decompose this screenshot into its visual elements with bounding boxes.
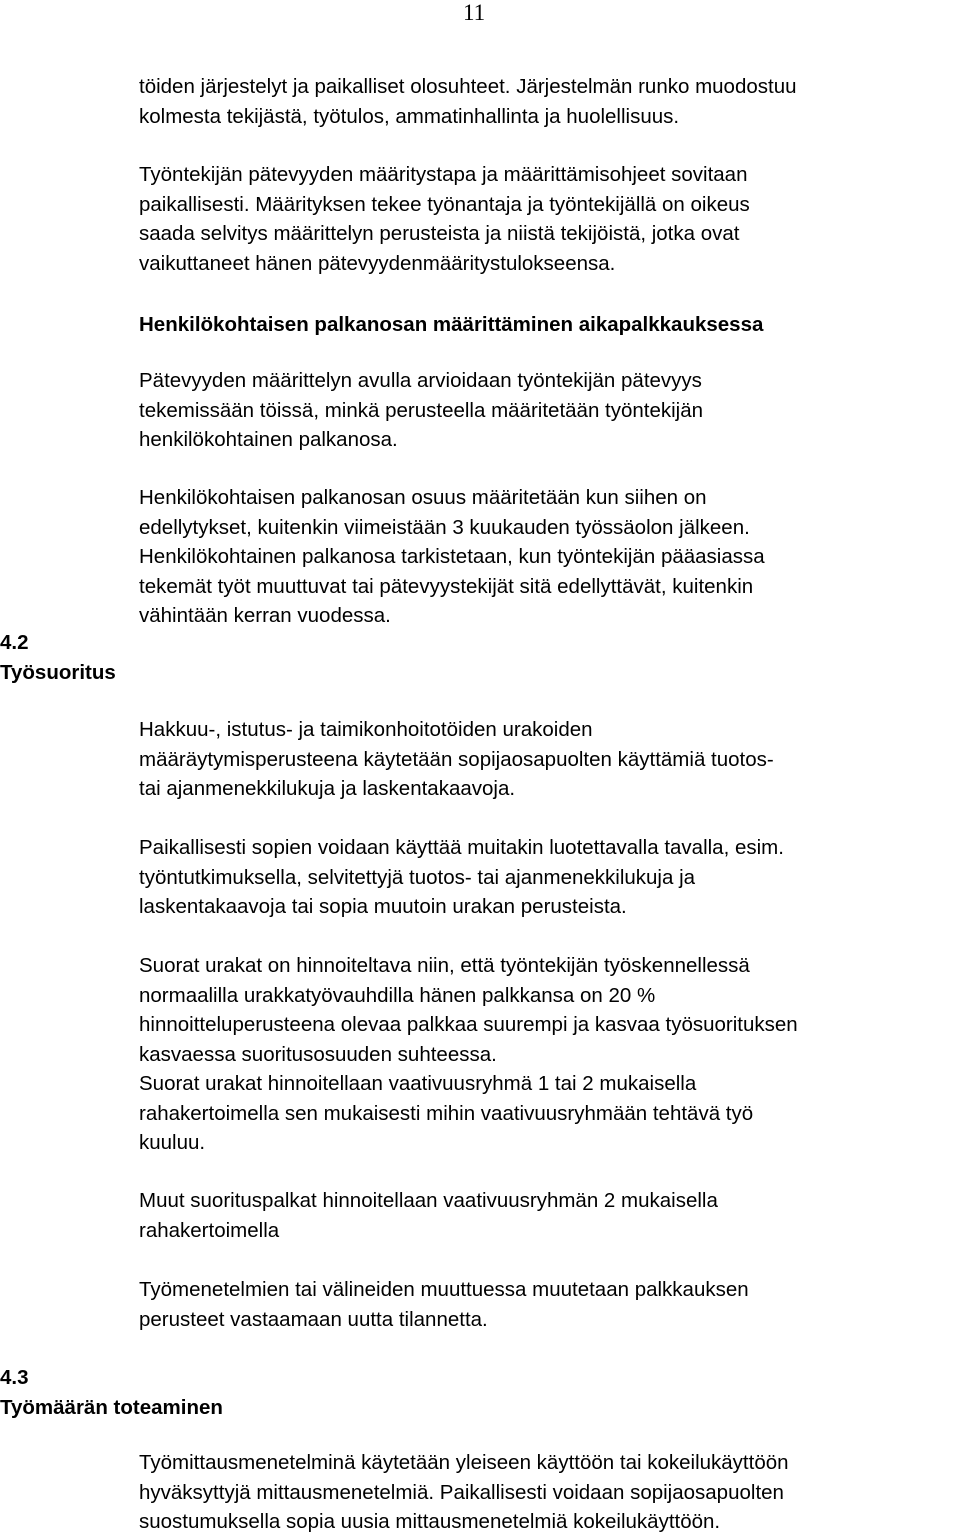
paragraph-personal-pay-timing: Henkilökohtaisen palkanosan osuus määritetään kun siihen on edellytykset, kuitenkin viimeistään 3 kuukauden työssäolon jälkeen. Henkilökohtainen palkanosa tarkistetaan, kun työntekijän pääasiassa tekemät työt muuttuvat tai pätevyystekijät sitä edellyttävät, kuitenkin vähintään kerran vuodessa.: [139, 486, 765, 627]
section-title: Työsuoritus: [0, 660, 116, 684]
section-number: 4.3: [0, 1366, 29, 1389]
paragraph-piecework-basis: Hakkuu-, istutus- ja taimikonhoitotöiden urakoiden määräytymisperusteena käytetään sopijaosapuolten käyttämiä tuotos- tai ajanmenekkilukuja ja laskentakaavoja.: [139, 718, 774, 800]
paragraph-competence-assessment: Pätevyyden määrittelyn avulla arvioidaan työntekijän pätevyys tekemissään töissä, minkä perusteella määritetään työntekijän henkilökohtainen palkanosa.: [139, 369, 704, 451]
section-4-3-heading: [0, 1363, 223, 1422]
paragraph-competence-definition: Työntekijän pätevyyden määritystapa ja määrittämisohjeet sovitaan paikallisesti. Määrityksen tekee työnantaja ja työntekijällä on oikeus saada selvitys määrittelyn perusteista ja niistä tekijöistä, jotka ovat vaikuttaneet hänen pätevyydenmääritystulokseensa.: [139, 163, 750, 275]
paragraph-other-performance-pay: Muut suorituspalkat hinnoitellaan vaativuusryhmän 2 mukaisella rahakertoimella: [139, 1189, 718, 1242]
section-4-2-heading: [0, 628, 116, 687]
paragraph-method-changes: Työmenetelmien tai välineiden muuttuessa muutetaan palkkauksen perusteet vastaamaan uutta tilannetta.: [139, 1278, 749, 1331]
paragraph-local-agreement: Paikallisesti sopien voidaan käyttää muitakin luotettavalla tavalla, esim. työntutkimuksella, selvitettyjä tuotos- tai ajanmenekkilukuja ja laskentakaavoja tai sopia muutoin urakan perusteista.: [139, 836, 784, 918]
paragraph-measurement-methods: Työmittausmenetelminä käytetään yleiseen käyttöön tai kokeilukäyttöön hyväksyttyjä mittausmenetelmiä. Paikallisesti voidaan sopijaosapuolten suostumuksella sopia uusia mittausmenetelmiä kokeilukäyttöön.: [139, 1451, 789, 1533]
section-title: Työmäärän toteaminen: [0, 1395, 223, 1419]
heading-personal-pay-component: Henkilökohtaisen palkanosan määrittäminen aikapalkkauksessa: [139, 313, 764, 336]
section-number: 4.2: [0, 631, 29, 654]
page-number: 11: [463, 0, 486, 25]
paragraph-system-structure: töiden järjestelyt ja paikalliset olosuhteet. Järjestelmän runko muodostuu kolmesta tekijästä, työtulos, ammatinhallinta ja huolellisuus.: [139, 75, 797, 128]
paragraph-direct-piecework: Suorat urakat on hinnoiteltava niin, että työntekijän työskennellessä normaalilla urakkatyövauhdilla hänen palkkansa on 20 % hinnoitteluperusteena olevaa palkkaa suurempi ja kasvaa työsuorituksen kasvaessa suoritusosuuden suhteessa. Suorat urakat hinnoitellaan vaativuusryhmä 1 tai 2 mukaisella rahakertoimella sen mukaisesti mihin vaativuusryhmään tehtävä työ kuuluu.: [139, 954, 798, 1154]
